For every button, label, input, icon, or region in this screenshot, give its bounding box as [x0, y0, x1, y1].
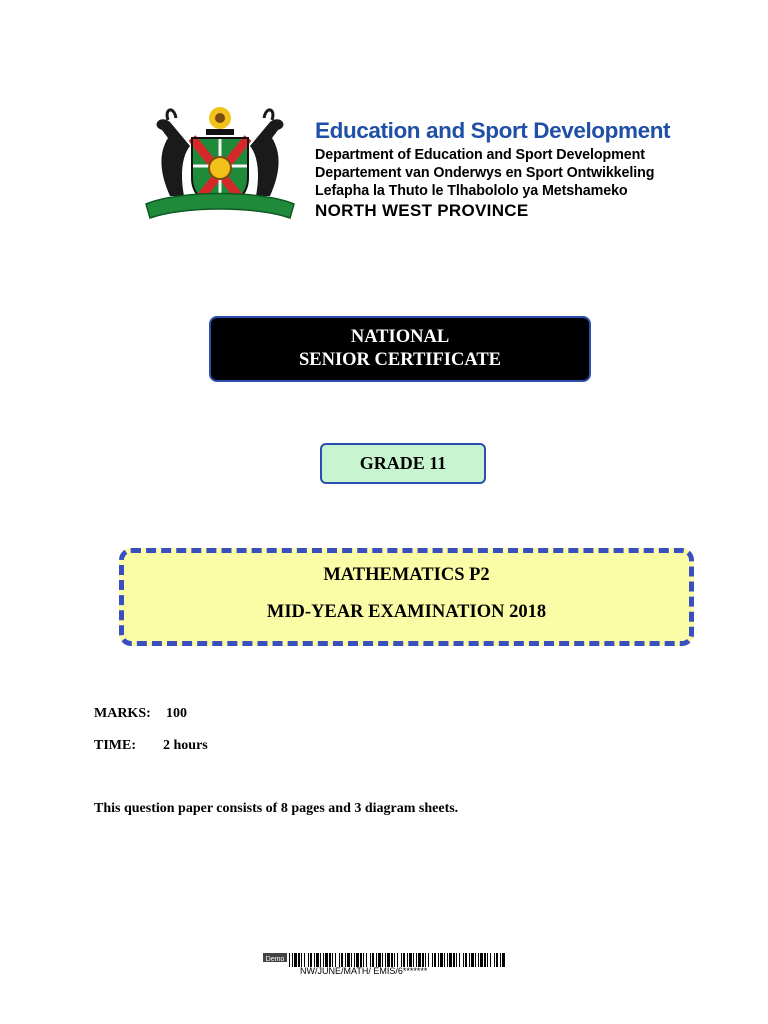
- department-header: [315, 116, 671, 222]
- exam-title: MID-YEAR EXAMINATION 2018: [266, 602, 547, 622]
- marks-label: MARKS:: [94, 706, 151, 721]
- barcode-bar: [471, 953, 474, 967]
- barcode-bar: [314, 953, 315, 967]
- barcode-bar: [356, 953, 359, 967]
- barcode-bar: [403, 953, 405, 967]
- barcode-bar: [329, 953, 331, 967]
- subject-title: MATHEMATICS P2: [323, 565, 490, 585]
- certificate-line-2: SENIOR CERTIFICATE: [298, 350, 502, 370]
- barcode-bar: [440, 953, 443, 967]
- barcode-bar: [376, 953, 377, 967]
- barcode-bar: [391, 953, 393, 967]
- barcode-bar: [332, 953, 333, 967]
- barcode-bar: [425, 953, 426, 967]
- barcode-bar: [382, 953, 383, 967]
- barcode-bar: [459, 953, 460, 967]
- barcode-bar: [360, 953, 362, 967]
- barcode-bar: [490, 953, 491, 967]
- department-title: Education and Sport Development: [315, 118, 671, 143]
- barcode-bar: [434, 953, 436, 967]
- barcode-bar: [292, 953, 293, 967]
- barcode-bar: [372, 953, 374, 967]
- barcode-bar: [432, 953, 433, 967]
- certificate-line-1: NATIONAL: [350, 327, 450, 347]
- barcode-bar: [418, 953, 421, 967]
- barcode-bar: [413, 953, 414, 967]
- barcode-bar: [500, 953, 501, 967]
- barcode-bar: [449, 953, 452, 967]
- barcode-bar: [298, 953, 300, 967]
- barcode-bar: [289, 953, 290, 967]
- barcode-bar: [438, 953, 439, 967]
- department-line-english: Department of Education and Sport Development: [315, 147, 645, 163]
- coat-of-arms-logo: [140, 104, 300, 226]
- barcode-bar: [294, 953, 297, 967]
- barcode-bar: [308, 953, 309, 967]
- barcode-bar: [447, 953, 448, 967]
- barcode-tag: Demo: [265, 956, 285, 963]
- barcode-bar: [456, 953, 457, 967]
- paper-description: This question paper consists of 8 pages and 3 diagram sheets.: [94, 801, 459, 816]
- barcode-image: [263, 953, 505, 967]
- certificate-banner: [209, 316, 591, 382]
- barcode-bar: [387, 953, 390, 967]
- barcode-bar: [428, 953, 429, 967]
- barcode-bar: [335, 953, 336, 967]
- province-name: NORTH WEST PROVINCE: [315, 201, 529, 220]
- barcode-bar: [463, 953, 464, 967]
- barcode-bar: [301, 953, 302, 967]
- time-label: TIME:: [94, 738, 136, 753]
- subject-banner: [119, 548, 694, 646]
- barcode-bar: [480, 953, 483, 967]
- barcode-bar: [347, 953, 350, 967]
- barcode-bar: [487, 953, 488, 967]
- barcode-bar: [378, 953, 381, 967]
- department-line-setswana: Lefapha la Thuto le Tlhabololo ya Metshameko: [315, 183, 628, 199]
- barcode-bar: [453, 953, 455, 967]
- barcode-bar: [496, 953, 498, 967]
- barcode-bar: [354, 953, 355, 967]
- barcode-bar: [416, 953, 417, 967]
- barcode-bar: [484, 953, 486, 967]
- department-line-afrikaans: Departement van Onderwys en Sport Ontwikkeling: [315, 165, 655, 181]
- barcode-bar: [502, 953, 505, 967]
- barcode-bar: [316, 953, 319, 967]
- barcode-bar: [475, 953, 476, 967]
- barcode-bar: [469, 953, 470, 967]
- barcode-bar: [394, 953, 395, 967]
- barcode-bar: [444, 953, 445, 967]
- barcode-bar: [397, 953, 398, 967]
- barcode-bar: [339, 953, 340, 967]
- barcode-bar: [494, 953, 495, 967]
- barcode-bar: [351, 953, 352, 967]
- barcode-bar: [363, 953, 364, 967]
- barcode-bar: [407, 953, 408, 967]
- grade-badge: GRADE 11: [320, 443, 486, 484]
- barcode-bar: [465, 953, 467, 967]
- barcode-bar: [370, 953, 371, 967]
- barcode-bar: [478, 953, 479, 967]
- barcode-bar: [304, 953, 305, 967]
- barcode-bar: [320, 953, 321, 967]
- marks-value: 100: [166, 706, 187, 721]
- barcode-bar: [385, 953, 386, 967]
- barcode-bar: [310, 953, 312, 967]
- barcode-text: NW/JUNE/MATH/ EMIS/6*******: [300, 966, 428, 976]
- barcode-bar: [341, 953, 343, 967]
- barcode-bar: [401, 953, 402, 967]
- time-value: 2 hours: [163, 738, 208, 753]
- barcode-bar: [325, 953, 328, 967]
- barcode-bar: [345, 953, 346, 967]
- barcode-bar: [409, 953, 412, 967]
- barcode-bar: [323, 953, 324, 967]
- barcode-bar: [366, 953, 367, 967]
- barcode-bar: [422, 953, 424, 967]
